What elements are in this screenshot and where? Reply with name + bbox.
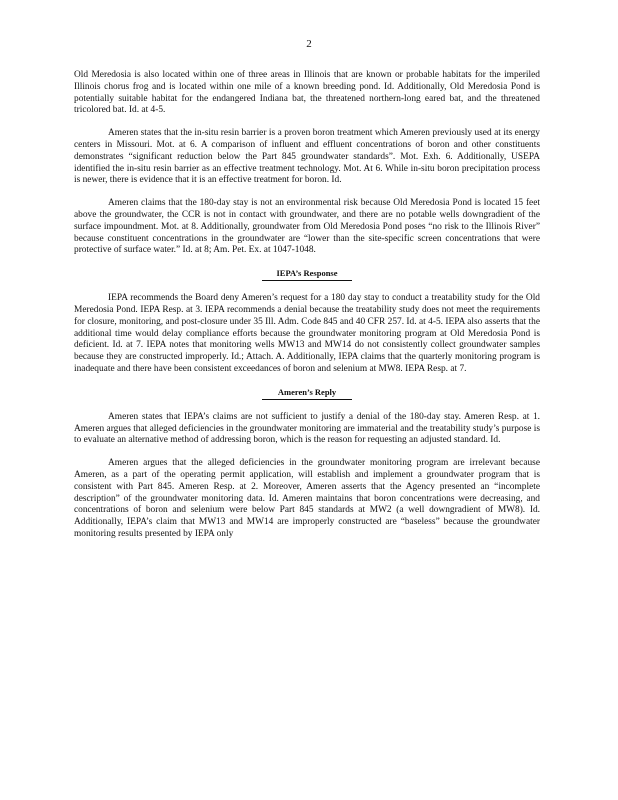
paragraph-environmental-risk: Ameren claims that the 180-day stay is not an environmental risk because Old Meredosia Pond is located 15 feet above the groundwater, the CCR is not in contact with groundwater, and there are no potable wells downgradient of the surface impoundment. Mot. at 8. Additionally, groundwater from Old Meredosia Pond poses “no risk to the Illinois River” because constituent concentrations in the groundwater are “lower than the site-specific screen concentrations that were protective of surface water.” Id. at 8; Am. Pet. Ex. at 1047-1048.: [74, 198, 540, 256]
paragraph-ameren-claims: Ameren states that IEPA’s claims are not sufficient to justify a denial of the 180-day stay. Ameren Resp. at 1. Ameren argues that alleged deficiencies in the groundwater monitoring are immaterial and the treatability study’s purpose is to evaluate an alternative method of addressing boron, which is the reason for requesting an adjusted standard. Id.: [74, 411, 540, 446]
section-heading-iepa-response-text: IEPA’s Response: [262, 268, 352, 281]
page-number: 2: [306, 38, 312, 50]
section-heading-ameren-reply-text: Ameren’s Reply: [262, 387, 352, 400]
paragraph-ameren-deficiencies: Ameren argues that the alleged deficiencies in the groundwater monitoring program are irrelevant because Ameren, as a part of the operating permit application, will establish and implement a groundwater program that is consistent with Part 845. Ameren Resp. at 2. Moreover, Ameren asserts that the Agency presented an “incomplete description” of the groundwater monitoring data. Id. Ameren maintains that boron concentrations were decreasing, and concentrations of boron and selenium were below Part 845 standards at MW2 (a well downgradient of MW8). Id. Additionally, IEPA’s claim that MW13 and MW14 are improperly constructed are “baseless” because the groundwater monitoring results presented by IEPA only: [74, 458, 540, 539]
document-body: [74, 70, 540, 552]
paragraph-iepa-recommendation: IEPA recommends the Board deny Ameren’s request for a 180 day stay to conduct a treatability study for the Old Meredosia Pond. IEPA Resp. at 3. IEPA recommends a denial because the treatability study does not meet the requirements for closure, monitoring, and post-closure under 35 Ill. Adm. Code 845 and 40 CFR 257. Id. at 4-5. IEPA also asserts that the additional time would delay compliance efforts because the groundwater monitoring program at Old Meredosia Pond is deficient. Id. at 7. IEPA notes that monitoring wells MW13 and MW14 do not consistently collect groundwater samples because they are constructed improperly. Id.; Attach. A. Additionally, IEPA claims that the quarterly monitoring program is inadequate and there have been consistent exceedances of boron and selenium at MW8. IEPA Resp. at 7.: [74, 293, 540, 374]
section-heading-iepa-response: [74, 268, 540, 281]
section-heading-ameren-reply: [74, 387, 540, 400]
paragraph-habitat: Old Meredosia is also located within one of three areas in Illinois that are known or probable habitats for the imperiled Illinois chorus frog and is located within one mile of a known breeding pond. Id. Additionally, Old Meredosia Pond is potentially suitable habitat for the endangered Indiana bat, the threatened northern-long eared bat, and the threatened tricolored bat. Id. at 4-5.: [74, 70, 540, 116]
paragraph-resin-barrier: Ameren states that the in-situ resin barrier is a proven boron treatment which Ameren previously used at its energy centers in Missouri. Mot. at 6. A comparison of influent and effluent concentrations of boron and other constituents demonstrates “significant reduction below the Part 845 groundwater standards”. Mot. Exh. 6. Additionally, USEPA identified the in-situ resin barrier as an effective treatment technology. Mot. At 6. While in-situ boron precipitation process is newer, there is evidence that it is an effective treatment for boron. Id.: [74, 128, 540, 186]
